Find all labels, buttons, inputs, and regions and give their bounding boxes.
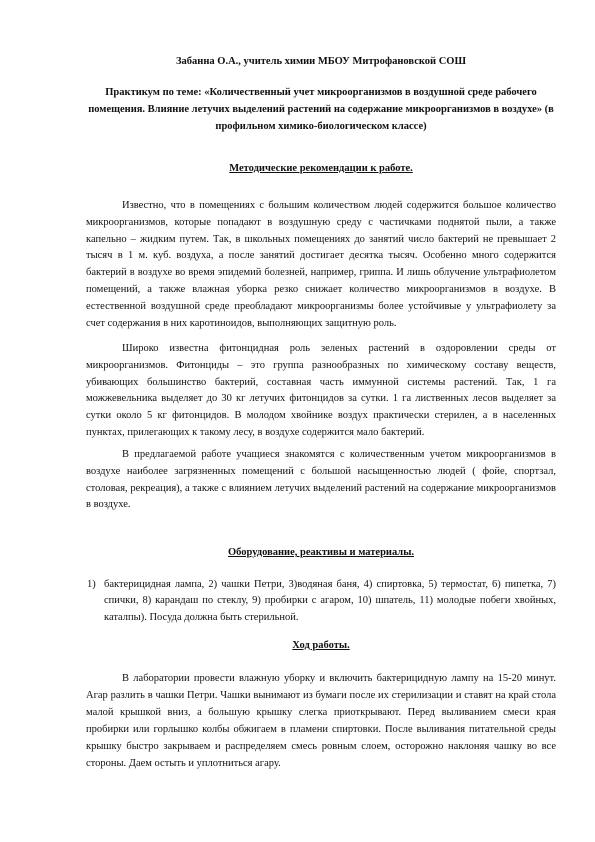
equipment-list-item (87, 577, 556, 626)
document-title: Практикум по теме: «Количественный учет микроорганизмов в воздушной среде рабочего помещения. Влияние летучих выделений растений на содержание микроорганизмов в воздухе» (в профильном химико-биологическом классе) (88, 87, 554, 132)
paragraph-intro-2: Широко известна фитонцидная роль зеленых растений в оздоровлении среды от микроорганизмов. Фитонциды – это группа разнообразных по химическому составу веществ, убивающих большинство бактерий, составная часть иммунной системы растений. Так, 1 га можжевельника выделяет до 30 кг летучих фитонцидов за сутки. 1 га лиственных лесов выделяет за сутки около 5 кг фитонцидов. В молодом хвойнике воздух практически стерилен, а в населенных пунктах, прилегающих к такому лесу, в воздухе содержится мало бактерий. (86, 343, 556, 438)
paragraph-intro-1: Известно, что в помещениях с большим количеством людей содержится большое количество микроорганизмов, которые попадают в воздушную среду с частичками поднятой пыли, а также капельно – жидким путем. Так, в школьных помещениях до занятий число бактерий не превышает 2 тысяч в 1 м. куб. воздуха, а после занятий достигает десятка тысяч. Особенно много содержится бактерий в воздухе во время эпидемий болезней, например, гриппа. И лишь облучение ультрафиолетом помещений, а также влажная уборка резко снижает количество микроорганизмов в воздухе. В естественной воздушной среде преобладают микроорганизмы более устойчивые у ультрафиолету за счет содержания в них каротиноидов, выполняющих защитную роль. (86, 200, 556, 329)
paragraph-procedure-1: В лаборатории провести влажную уборку и включить бактерицидную лампу на 15-20 минут. Агар разлить в чашки Петри. Чашки вынимают из бумаги после их стерилизации и ставят на край стола малой крышкой вниз, а большую крышку слегка приоткрывают. Перед выливанием смеси края пробирки или горлышко колбы обжигаем в пламени спиртовки. После выливания питательной среды крышку быстро закрываем и распределяем смесь ровным слоем, осторожно наклоняя чашку во все стороны. Даем остыть и уплотниться агару. (86, 673, 556, 769)
equipment-list-text: бактерицидная лампа, 2) чашки Петри, 3)водяная баня, 4) спиртовка, 5) термостат, 6) пипетка, 7) спички, 8) карандаш по стеклу, 9) пробирки с агаром, 10) шпатель, 11) молодые побеги хвойных, каталпы). Посуда должна быть стерильной. (104, 579, 556, 623)
section-heading-methodical: Методические рекомендации к работе. (229, 163, 413, 174)
section-heading-equipment: Оборудование, реактивы и материалы. (227, 547, 415, 558)
paragraph-intro-3: В предлагаемой работе учащиеся знакомятся с количественным учетом микроорганизмов в воздухе наиболее загрязненных помещений с большой насыщенностью людей ( фойе, спортзал, столовая, рекреация), а также с влиянием летучих выделений растений на содержание микроорганизмов в воздухе. (86, 449, 556, 511)
list-number: 1) (87, 579, 96, 590)
author-line: Забанна О.А., учитель химии МБОУ Митрофановской СОШ (176, 56, 466, 67)
section-heading-procedure: Ход работы. (292, 640, 350, 651)
